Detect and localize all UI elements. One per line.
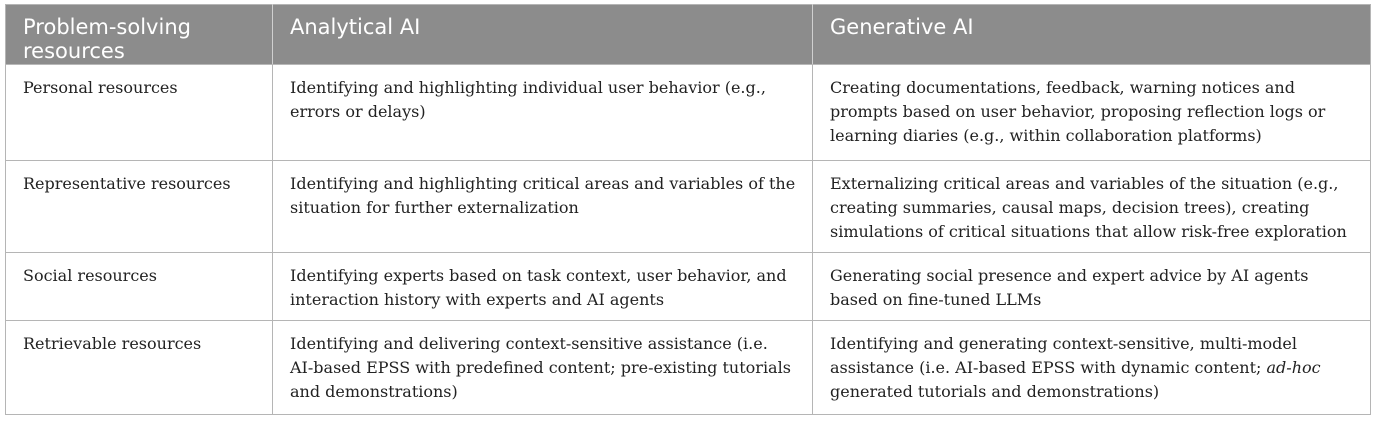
analytical-cell: Identifying and highlighting critical areas and variables of the situation for further externalization [273,161,813,253]
generative-cell: Externalizing critical areas and variables of the situation (e.g., creating summaries, causal maps, decision trees), creating simulations of critical situations that allow risk-free exploration [813,161,1371,253]
resource-cell: Retrievable resources [6,321,273,415]
resource-cell: Personal resources [6,65,273,161]
table-header [6,5,1371,65]
header-generative-ai: Generative AI [813,5,1371,65]
generative-cell [813,321,1371,415]
table-body [6,65,1371,415]
analytical-cell: Identifying and highlighting individual user behavior (e.g., errors or delays) [273,65,813,161]
table-row [6,65,1371,161]
generative-cell: Generating social presence and expert advice by AI agents based on fine-tuned LLMs [813,253,1371,321]
generative-text-start: Identifying and generating context-sensitive, multi-model assistance (i.e. AI-based EPSS with dynamic content; [830,334,1297,377]
table-row [6,253,1371,321]
resource-cell: Social resources [6,253,273,321]
analytical-cell: Identifying experts based on task context, user behavior, and interaction history with experts and AI agents [273,253,813,321]
resource-cell: Representative resources [6,161,273,253]
table-row [6,321,1371,415]
generative-cell: Creating documentations, feedback, warning notices and prompts based on user behavior, proposing reflection logs or learning diaries (e.g., within collaboration platforms) [813,65,1371,161]
header-problem-solving-resources: Problem-solving resources [6,5,273,65]
comparison-table-container [5,4,1370,415]
analytical-cell: Identifying and delivering context-sensitive assistance (i.e. AI-based EPSS with predefined content; pre-existing tutorials and demonstrations) [273,321,813,415]
generative-text-italic: ad-hoc [1266,358,1321,377]
generative-text-end: generated tutorials and demonstrations) [830,382,1160,401]
comparison-table [5,4,1371,415]
header-row [6,5,1371,65]
table-row [6,161,1371,253]
header-analytical-ai: Analytical AI [273,5,813,65]
